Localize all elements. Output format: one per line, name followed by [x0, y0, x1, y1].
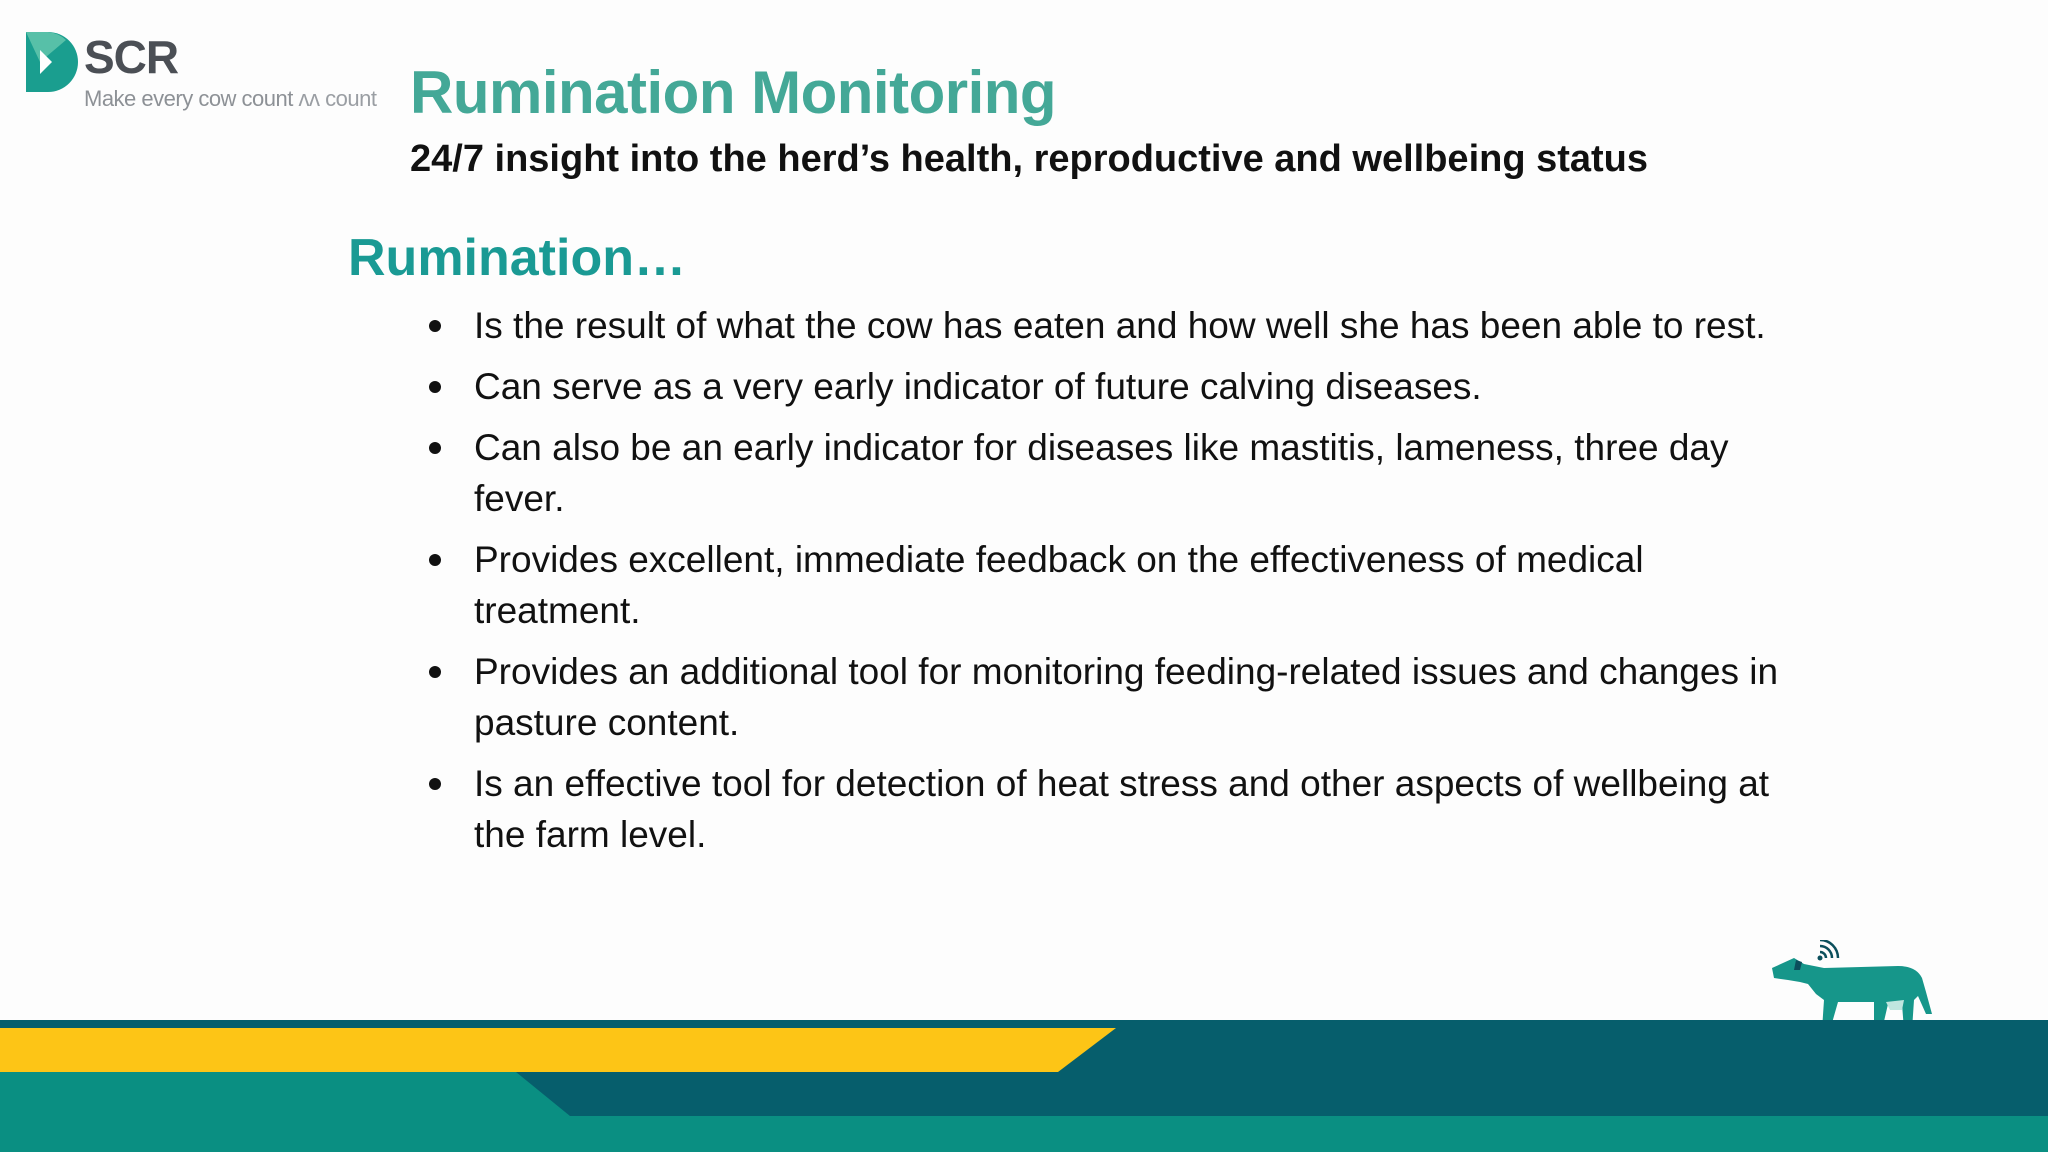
- page-title: Rumination Monitoring: [410, 59, 1057, 126]
- bullet-item: [425, 422, 1785, 524]
- bullet-text: Can serve as a very early indicator of future calving diseases.: [474, 366, 1482, 407]
- page-subtitle: 24/7 insight into the herd’s health, reproductive and wellbeing status: [410, 138, 1649, 180]
- tagline-text: Make every cow count: [84, 86, 293, 111]
- logo-tagline: [84, 86, 376, 112]
- footer-yellow-stripe: [0, 1028, 1116, 1072]
- bullet-text: Provides excellent, immediate feedback on the effectiveness of medical treatment.: [474, 539, 1644, 631]
- bullet-item: [425, 300, 1785, 351]
- bullet-dot-icon: [429, 442, 441, 454]
- section-heading: Rumination…: [348, 229, 686, 287]
- bullet-item: [425, 534, 1785, 636]
- bullet-text: Can also be an early indicator for diseases like mastitis, lameness, three day fever.: [474, 427, 1729, 519]
- bullet-dot-icon: [429, 320, 441, 332]
- bullet-dot-icon: [429, 778, 441, 790]
- scr-logo: [22, 28, 402, 118]
- logo-name: SCR: [84, 31, 179, 83]
- bullet-text: Is an effective tool for detection of heat stress and other aspects of wellbeing at the farm level.: [474, 763, 1770, 855]
- bullet-item: [425, 361, 1785, 412]
- bullet-dot-icon: [429, 381, 441, 393]
- bullet-dot-icon: [429, 554, 441, 566]
- scr-logo-icon: [22, 30, 78, 94]
- bullet-text: Provides an additional tool for monitoring feeding-related issues and changes in pasture content.: [474, 651, 1779, 743]
- cow-with-collar-icon: [1766, 940, 1942, 1030]
- tagline-mark: ʌʌ count: [298, 86, 377, 111]
- footer-band: [0, 1020, 2048, 1152]
- bullet-item: [425, 758, 1785, 860]
- bullet-item: [425, 646, 1785, 748]
- tagline-mark-text: count: [325, 86, 377, 111]
- bullet-list: [425, 300, 1785, 870]
- bullet-text: Is the result of what the cow has eaten and how well she has been able to rest.: [474, 305, 1766, 346]
- bullet-dot-icon: [429, 666, 441, 678]
